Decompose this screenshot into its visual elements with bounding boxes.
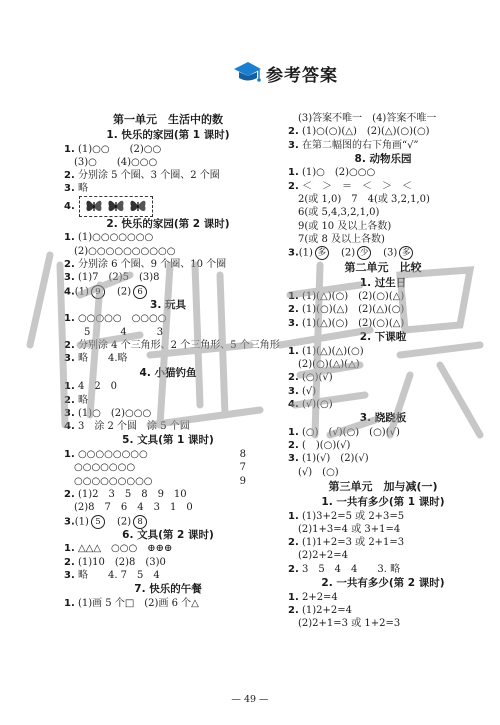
section-title: 2. 一共有多少(第 2 课时) (321, 576, 445, 589)
answer-count: 9 (239, 475, 246, 487)
answer-text: (○)(√) (301, 372, 333, 384)
circled-answer: 9 (91, 285, 105, 299)
answer-text: (1)(△)(○) (2)(○)(△) (301, 317, 405, 329)
question-number: 3. (288, 453, 299, 465)
question-number: 3. (288, 139, 299, 151)
question-number: 3. (64, 407, 75, 419)
question-number: 3. (288, 385, 299, 397)
answer-line (288, 317, 478, 330)
answer-line (64, 488, 272, 501)
answer-text: (2)2+1=3 或 1+2=3 (298, 618, 401, 630)
answer-line (288, 371, 478, 384)
answer-text: 7(或 8 及以上各数) (298, 233, 385, 245)
answer-text: 分别涂 6 个圈、9 个圈、10 个圈 (77, 258, 227, 270)
question-number: 3. (64, 183, 75, 195)
question-number: 2. (64, 394, 75, 406)
answer-text: (2)(○)(△)(△) (298, 358, 360, 370)
answer-text: (○) (√)(○) (○)(√) (301, 426, 400, 438)
answer-line (288, 358, 478, 371)
page-number: — 49 — (231, 694, 269, 705)
question-number: 3. (64, 516, 75, 527)
answer-text: 2+2=4 (301, 591, 338, 603)
answer-line (64, 420, 272, 433)
answer-text: (1)(△)(○) (2)(○)(△) (301, 291, 405, 303)
answer-line (64, 271, 272, 284)
answer-line (64, 143, 272, 156)
question-number: 1. (288, 510, 299, 522)
answer-text: (1)10 (2)8 (3)0 (77, 556, 166, 568)
answer-text: (1)○ (2)○○○ (301, 167, 376, 179)
question-number: 4. (288, 398, 299, 410)
answer-label: (3) (383, 247, 398, 259)
question-number: 1. (64, 597, 75, 609)
question-number: 3. (288, 317, 299, 329)
answer-line (288, 466, 478, 479)
answer-line (288, 206, 478, 219)
answer-text: ( )(○)(√) (301, 440, 351, 452)
answer-column-left (64, 112, 280, 610)
answer-text: ＜ ＞ ＝ ＜ ＞ ＜ (301, 180, 412, 192)
answer-line (288, 290, 478, 303)
answer-text: (2)1+3=4 或 3+1=4 (298, 523, 401, 535)
question-number: 1. (64, 449, 75, 461)
answer-line (64, 569, 272, 582)
answer-text: (1)○○○○○○○ (77, 232, 154, 244)
answer-text: 略 (77, 183, 88, 195)
question-number: 2. (288, 537, 299, 549)
question-number: 4. (64, 421, 75, 433)
section-title: 1. 快乐的家园(第 1 课时) (106, 129, 230, 141)
answer-text: (1)3+2=5 或 2+3=5 (301, 510, 405, 522)
answer-line (64, 542, 272, 555)
answer-line (288, 604, 478, 617)
page-title: 参考答案 (266, 66, 338, 86)
answer-line (288, 125, 478, 138)
answer-label: (2) (116, 286, 132, 298)
question-number: 2. (288, 563, 299, 575)
answer-line (288, 563, 478, 576)
butterfly-answer-box (79, 196, 153, 217)
answer-text: (1)○○ (2)○○ (77, 143, 162, 155)
answer-text: ○○○○○ ○○○○ (77, 313, 167, 325)
section-title: 3. 玩具 (150, 298, 186, 311)
section-title: 7. 快乐的午餐 (134, 583, 202, 596)
question-number: 1. (64, 143, 75, 155)
answer-label: (1) (74, 516, 89, 527)
answer-text: ○○○○○○○○ (77, 449, 148, 461)
answer-text: (1)(√) (2)(√) (301, 453, 369, 465)
answer-line (64, 312, 272, 325)
section-title: 6. 文具(第 2 课时) (122, 528, 214, 541)
question-number: 2. (288, 304, 299, 316)
answer-line (64, 285, 272, 298)
answer-text: 略 (77, 394, 88, 406)
answer-text: 3 涂 2 个圆 涂 5 个圆 (77, 421, 190, 433)
answer-line (288, 139, 478, 152)
question-number: 1. (64, 232, 75, 244)
circled-answer: 多 (399, 246, 413, 260)
section-title: 1. 过生日 (359, 276, 407, 289)
answer-text: (1)○(○)(△) (2)(△)(○)(○) (301, 126, 430, 138)
answer-line (288, 112, 478, 125)
answer-label: (1) (74, 286, 89, 298)
answer-line (64, 461, 272, 474)
answer-text: (√)(○) (301, 398, 333, 410)
answer-text: ○○○○○○○○○ (74, 475, 153, 487)
answer-text: (1)2+2=4 (301, 604, 352, 616)
answer-text: △△△ ○○○ ⊕⊕⊕ (77, 543, 173, 555)
answer-line (288, 345, 478, 358)
butterfly-icon (129, 198, 147, 214)
graduation-cap-icon (232, 60, 262, 84)
answer-label: (2) (340, 247, 356, 259)
answer-text: 3 5 4 4 3. 略 (301, 563, 401, 575)
answer-line (64, 156, 272, 169)
answer-line (288, 233, 478, 246)
answer-line (64, 501, 272, 514)
answer-text: (√) (○) (298, 466, 339, 478)
answer-line (288, 591, 478, 604)
answer-text: (1)○ (2)○○○ (77, 407, 152, 419)
answer-line (288, 193, 478, 206)
answer-column-right (288, 112, 478, 630)
question-number: 2. (288, 126, 299, 138)
answer-line (64, 169, 272, 182)
answer-line (64, 475, 272, 488)
answer-line (288, 398, 478, 411)
answer-line (64, 245, 272, 258)
question-number: 2. (288, 180, 299, 192)
section-title: 4. 小猫钓鱼 (139, 366, 197, 379)
unit-title: 第三单元 加与减(一) (328, 479, 438, 493)
question-number: 3. (64, 353, 75, 365)
answer-text: (1)1+2=3 或 2+1=3 (301, 537, 405, 549)
answer-text: (1)(△)(△)(○) (301, 345, 364, 357)
circled-answer: 多 (315, 246, 329, 260)
answer-line (64, 380, 272, 393)
question-number: 1. (288, 345, 299, 357)
answer-line (288, 536, 478, 549)
butterfly-icon (85, 198, 103, 214)
answer-line (288, 220, 478, 233)
answer-text: 9(或 10 及以上各数) (298, 220, 392, 232)
answer-line (64, 448, 272, 461)
answer-text: (3)○ (4)○○○ (74, 156, 158, 168)
question-number: 2. (288, 604, 299, 616)
answer-line (288, 617, 478, 630)
section-title: 5. 文具(第 1 课时) (122, 434, 214, 447)
answer-line (288, 385, 478, 398)
question-number: 4. (64, 286, 75, 298)
answer-line (288, 246, 478, 259)
answer-text: (3)答案不唯一 (4)答案不唯一 (298, 113, 437, 124)
unit-title: 第二单元 比较 (344, 260, 422, 274)
answer-text: 略 4. 7 5 4 (77, 569, 160, 581)
question-number: 1. (64, 313, 75, 325)
answer-text: (1)画 5 个□ (2)画 6 个△ (77, 597, 199, 609)
section-title: 3. 跷跷板 (359, 412, 407, 425)
answer-line (64, 231, 272, 244)
circled-answer: 8 (133, 515, 147, 529)
question-number: 3. (64, 569, 75, 581)
answer-line (288, 549, 478, 562)
answer-line (64, 258, 272, 271)
question-number: 2. (288, 440, 299, 452)
answer-line (64, 339, 280, 352)
section-title: 2. 下课啦 (359, 331, 407, 344)
question-number: 3. (288, 247, 299, 259)
question-number: 4. (64, 200, 75, 212)
answer-text: (2)○○○○○○○○○○ (74, 245, 176, 257)
question-number: 2. (64, 170, 75, 182)
section-title: 8. 动物乐园 (354, 152, 412, 165)
section-title: 1. 一共有多少(第 1 课时) (321, 495, 445, 508)
answer-label: (2) (116, 516, 132, 527)
question-number: 2. (288, 372, 299, 384)
question-number: 1. (64, 381, 75, 393)
answer-text: 在第二幅图的右下角画“√” (301, 139, 419, 151)
answer-line (288, 303, 478, 316)
answer-text: (√) (301, 385, 317, 397)
question-number: 2. (64, 556, 75, 568)
answer-line (64, 326, 272, 339)
answer-text: 4 2 0 (77, 381, 118, 393)
answer-text: (1)7 (2)5 (3)8 (77, 272, 160, 284)
answer-text: 5 4 3 (74, 326, 164, 338)
answer-text: 分别涂 4 个三角形、2 个三角形、5 个三角形 (77, 340, 280, 352)
answer-line (64, 597, 272, 610)
answer-text: (2)2+2=4 (298, 550, 349, 562)
answer-line (64, 407, 272, 420)
question-number: 1. (288, 591, 299, 603)
answer-text: 略 4.略 (77, 353, 128, 365)
answer-text: 分别涂 5 个圈、3 个圈、2 个圈 (77, 170, 220, 182)
butterfly-icon (107, 198, 125, 214)
answer-text: 6(或 5,4,3,2,1,0) (298, 207, 380, 219)
answer-count: 8 (239, 449, 246, 461)
answer-line (64, 556, 272, 569)
answer-line (64, 182, 272, 195)
page-header (0, 58, 500, 88)
question-number: 2. (64, 488, 75, 500)
answer-text: ○○○○○○○ (74, 462, 136, 474)
circled-answer: 少 (357, 246, 371, 260)
question-number: 2. (64, 258, 75, 270)
answer-line (64, 515, 272, 528)
answer-line (288, 426, 478, 439)
answer-text: (2)8 7 6 4 3 1 0 (74, 502, 193, 514)
unit-title: 第一单元 生活中的数 (113, 113, 223, 126)
answer-line (64, 196, 272, 217)
circled-answer: 6 (133, 285, 147, 299)
circled-answer: 5 (91, 515, 105, 529)
answer-text: (1)(○)(△) (2)(△)(○) (301, 304, 405, 316)
answer-line (288, 510, 478, 523)
answer-line (288, 180, 478, 193)
answer-line (288, 166, 478, 179)
answer-line (288, 452, 478, 465)
answer-text: 2(或 1,0) 7 4(或 3,2,1,0) (298, 194, 430, 206)
question-number: 1. (288, 291, 299, 303)
answer-text: (1)2 3 5 8 9 10 (77, 488, 187, 500)
answer-count: 7 (239, 462, 246, 474)
section-title: 2. 快乐的家园(第 2 课时) (106, 217, 230, 230)
answer-label: (1) (298, 247, 313, 259)
question-number: 1. (288, 426, 299, 438)
question-number: 1. (64, 543, 75, 555)
question-number: 2. (64, 340, 75, 352)
question-number: 1. (288, 167, 299, 179)
question-number: 3. (64, 272, 75, 284)
answer-line (288, 439, 478, 452)
answer-line (64, 394, 272, 407)
answer-line (288, 523, 478, 536)
answer-line (64, 352, 272, 365)
